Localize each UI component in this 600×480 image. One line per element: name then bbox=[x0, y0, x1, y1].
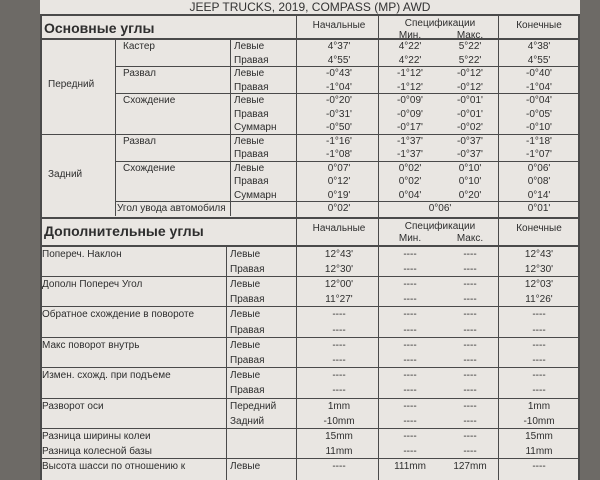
extra-angles-heading: Дополнительные углы bbox=[44, 222, 204, 239]
value-min: -1°12' bbox=[397, 68, 423, 79]
value-min: ---- bbox=[403, 385, 417, 397]
side-label: Правая bbox=[230, 263, 265, 275]
param-label: Разница колесной базы bbox=[42, 446, 152, 458]
value-final: 4°38' bbox=[527, 41, 551, 52]
side-label: Правая bbox=[230, 324, 265, 336]
value-initial: 0°12' bbox=[327, 176, 351, 187]
value-min: ---- bbox=[403, 370, 417, 382]
side-label: Левые bbox=[230, 461, 261, 473]
col-initial: Начальные bbox=[312, 20, 366, 31]
value-initial: ---- bbox=[332, 309, 346, 321]
value-max: ---- bbox=[463, 278, 477, 290]
value-min: ---- bbox=[403, 324, 417, 336]
side-label: Левые bbox=[234, 68, 265, 79]
value-min: ---- bbox=[403, 248, 417, 260]
side-label: Левые bbox=[234, 95, 265, 106]
value-initial: -0°43' bbox=[326, 68, 352, 79]
value-max: ---- bbox=[463, 263, 477, 275]
report-title: JEEP TRUCKS, 2019, COMPASS (MP) AWD bbox=[189, 0, 431, 14]
value-spec: 0°06' bbox=[428, 203, 452, 214]
value-max: 0°10' bbox=[458, 162, 482, 174]
value-initial: -1°04' bbox=[326, 81, 352, 93]
value-min: ---- bbox=[403, 263, 417, 275]
value-initial: 12°30' bbox=[324, 263, 354, 275]
value-min: 4°22' bbox=[398, 41, 422, 52]
value-final: 0°14' bbox=[527, 189, 551, 201]
value-max: -0°01' bbox=[457, 108, 483, 120]
grid-hline bbox=[40, 458, 580, 459]
value-initial: 0°19' bbox=[327, 189, 351, 201]
value-final: -1°04' bbox=[526, 81, 552, 93]
value-min: -1°37' bbox=[397, 149, 423, 160]
value-max: -0°37' bbox=[457, 149, 483, 160]
value-min: ---- bbox=[403, 278, 417, 290]
side-label: Правая bbox=[234, 176, 269, 187]
value-final: 12°03' bbox=[524, 278, 554, 290]
value-max: 127mm bbox=[453, 461, 487, 473]
value-initial: -0°20' bbox=[326, 95, 352, 106]
value-max: -0°01' bbox=[457, 95, 483, 106]
value-final: 0°08' bbox=[527, 176, 551, 187]
value-initial: ---- bbox=[332, 385, 346, 397]
value-final: 15mm bbox=[525, 430, 553, 442]
value-final: 11°26' bbox=[525, 294, 553, 306]
side-label: Правая bbox=[230, 294, 265, 306]
value-initial: 12°00' bbox=[324, 278, 354, 290]
value-min: ---- bbox=[403, 430, 417, 442]
value-min: -0°17' bbox=[397, 122, 423, 133]
side-label: Задний bbox=[230, 415, 265, 427]
value-max: 5°22' bbox=[458, 54, 482, 66]
side-label: Левые bbox=[230, 370, 261, 382]
value-initial: ---- bbox=[332, 324, 346, 336]
value-max: ---- bbox=[463, 294, 477, 306]
grid-vline bbox=[115, 38, 116, 216]
value-max: ---- bbox=[463, 309, 477, 321]
value-initial: 0°07' bbox=[327, 162, 351, 174]
value-max: 0°20' bbox=[458, 189, 482, 201]
side-label: Правая bbox=[234, 81, 269, 93]
value-final: ---- bbox=[532, 354, 546, 366]
value-initial: -0°31' bbox=[326, 108, 352, 120]
value-min: 111mm bbox=[394, 461, 426, 473]
grid-hline bbox=[40, 276, 580, 277]
grid-vline bbox=[296, 14, 297, 480]
value-max: ---- bbox=[463, 400, 477, 412]
col-max: Макс. bbox=[456, 30, 484, 41]
grid-vline bbox=[578, 14, 580, 480]
value-max: -0°37' bbox=[457, 135, 483, 147]
value-initial: -1°16' bbox=[326, 135, 352, 147]
param-label: Угол увода автомобиля bbox=[117, 203, 226, 214]
group-rear: Задний bbox=[48, 169, 83, 181]
value-initial: 4°55' bbox=[327, 54, 351, 66]
value-min: ---- bbox=[403, 339, 417, 351]
value-final: ---- bbox=[532, 385, 546, 397]
value-max: ---- bbox=[463, 370, 477, 382]
value-initial: 1mm bbox=[327, 400, 351, 412]
group-front: Передний bbox=[48, 78, 95, 90]
value-max: -0°12' bbox=[457, 81, 483, 93]
grid-hline bbox=[40, 245, 580, 247]
side-label: Суммарн bbox=[234, 189, 277, 201]
col-min-2: Мин. bbox=[398, 232, 422, 244]
value-final: 4°55' bbox=[527, 54, 551, 66]
value-final: -0°04' bbox=[526, 95, 552, 106]
col-final-2: Конечные bbox=[516, 222, 562, 234]
side-label: Левые bbox=[230, 309, 261, 321]
side-label: Левые bbox=[230, 248, 261, 260]
value-initial: 15mm bbox=[325, 430, 353, 442]
value-final: -1°18' bbox=[526, 135, 552, 147]
side-label: Левые bbox=[234, 41, 265, 52]
value-min: -1°37' bbox=[397, 135, 423, 147]
value-final: -0°40' bbox=[526, 68, 552, 79]
value-final: ---- bbox=[532, 461, 546, 473]
side-label: Левые bbox=[234, 162, 265, 174]
value-min: 0°02' bbox=[398, 162, 422, 174]
value-min: 4°22' bbox=[398, 54, 422, 66]
param-label: Разворот оси bbox=[42, 400, 104, 412]
value-min: -1°12' bbox=[397, 81, 423, 93]
col-spec-2: Спецификации bbox=[404, 220, 476, 232]
param-label: Развал bbox=[123, 135, 156, 147]
grid-hline bbox=[40, 367, 580, 368]
side-label: Правая bbox=[230, 385, 265, 397]
value-initial: ---- bbox=[332, 370, 346, 382]
param-label: Схождение bbox=[123, 162, 176, 174]
value-final: ---- bbox=[532, 324, 546, 336]
grid-hline bbox=[40, 306, 580, 307]
param-label: Макс поворот внутрь bbox=[42, 339, 140, 351]
value-initial: -10mm bbox=[323, 415, 355, 427]
side-label: Правая bbox=[234, 54, 269, 66]
side-label: Правая bbox=[234, 149, 269, 160]
value-final: 0°01' bbox=[527, 203, 551, 214]
value-max: ---- bbox=[463, 385, 477, 397]
side-label: Левые bbox=[234, 135, 265, 147]
value-max: ---- bbox=[463, 354, 477, 366]
param-label: Дополн Попереч Угол bbox=[42, 278, 143, 290]
col-max-2: Макс. bbox=[456, 232, 484, 244]
value-initial: -1°08' bbox=[326, 149, 352, 160]
value-initial: 0°02' bbox=[327, 203, 351, 214]
value-initial: 11°27' bbox=[325, 294, 353, 306]
value-max: ---- bbox=[463, 415, 477, 427]
grid-hline bbox=[40, 398, 580, 399]
value-max: ---- bbox=[463, 324, 477, 336]
value-max: -0°12' bbox=[457, 68, 483, 79]
value-min: ---- bbox=[403, 446, 417, 458]
grid-hline bbox=[40, 428, 580, 429]
value-max: ---- bbox=[463, 339, 477, 351]
value-max: 0°10' bbox=[458, 176, 482, 187]
param-label: Попереч. Наклон bbox=[42, 248, 122, 260]
value-final: -0°05' bbox=[526, 108, 552, 120]
value-initial: 4°37' bbox=[327, 41, 351, 52]
param-label: Схождение bbox=[123, 95, 176, 106]
value-initial: ---- bbox=[332, 354, 346, 366]
value-min: -0°09' bbox=[397, 95, 423, 106]
value-final: 0°06' bbox=[527, 162, 551, 174]
value-initial: 11mm bbox=[325, 446, 353, 458]
value-max: ---- bbox=[463, 430, 477, 442]
main-angles-heading: Основные углы bbox=[44, 20, 155, 36]
param-label: Разница ширины колеи bbox=[42, 430, 151, 442]
side-label: Левые bbox=[230, 339, 261, 351]
col-initial-2: Начальные bbox=[312, 222, 366, 234]
grid-vline bbox=[230, 38, 231, 216]
param-label: Обратное схождение в повороте bbox=[42, 309, 195, 321]
value-final: 12°43' bbox=[524, 248, 554, 260]
col-spec: Спецификации bbox=[404, 18, 476, 29]
value-min: ---- bbox=[403, 294, 417, 306]
side-label: Правая bbox=[230, 354, 265, 366]
side-label: Суммарн bbox=[234, 122, 277, 133]
value-initial: ---- bbox=[332, 339, 346, 351]
side-label: Передний bbox=[230, 400, 277, 412]
value-initial: 12°43' bbox=[324, 248, 354, 260]
value-final: 12°30' bbox=[524, 263, 554, 275]
value-min: ---- bbox=[403, 354, 417, 366]
value-final: ---- bbox=[532, 370, 546, 382]
grid-hline bbox=[40, 14, 580, 16]
side-label: Левые bbox=[230, 278, 261, 290]
value-min: 0°02' bbox=[398, 176, 422, 187]
param-label: Высота шасси по отношению к bbox=[42, 461, 186, 473]
param-label: Измен. схожд. при подъеме bbox=[42, 370, 171, 382]
value-min: ---- bbox=[403, 309, 417, 321]
value-max: ---- bbox=[463, 446, 477, 458]
value-final: -1°07' bbox=[526, 149, 552, 160]
side-label: Правая bbox=[234, 108, 269, 120]
value-min: ---- bbox=[403, 400, 417, 412]
value-final: ---- bbox=[532, 309, 546, 321]
grid-vline bbox=[226, 245, 227, 480]
col-final: Конечные bbox=[516, 20, 562, 31]
value-final: ---- bbox=[532, 339, 546, 351]
value-min: ---- bbox=[403, 415, 417, 427]
value-max: ---- bbox=[463, 248, 477, 260]
value-max: -0°02' bbox=[457, 122, 483, 133]
grid-hline bbox=[40, 217, 580, 219]
value-initial: ---- bbox=[332, 461, 346, 473]
value-initial: -0°50' bbox=[326, 122, 352, 133]
value-final: -0°10' bbox=[526, 122, 552, 133]
param-label: Развал bbox=[123, 68, 156, 79]
value-min: -0°09' bbox=[397, 108, 423, 120]
col-min: Мин. bbox=[398, 30, 422, 41]
value-max: 5°22' bbox=[458, 41, 482, 52]
value-min: 0°04' bbox=[398, 189, 422, 201]
value-final: -10mm bbox=[523, 415, 555, 427]
value-final: 11mm bbox=[525, 446, 553, 458]
grid-hline bbox=[40, 337, 580, 338]
value-final: 1mm bbox=[527, 400, 551, 412]
param-label: Кастер bbox=[123, 41, 155, 52]
alignment-report-sheet bbox=[40, 0, 580, 480]
